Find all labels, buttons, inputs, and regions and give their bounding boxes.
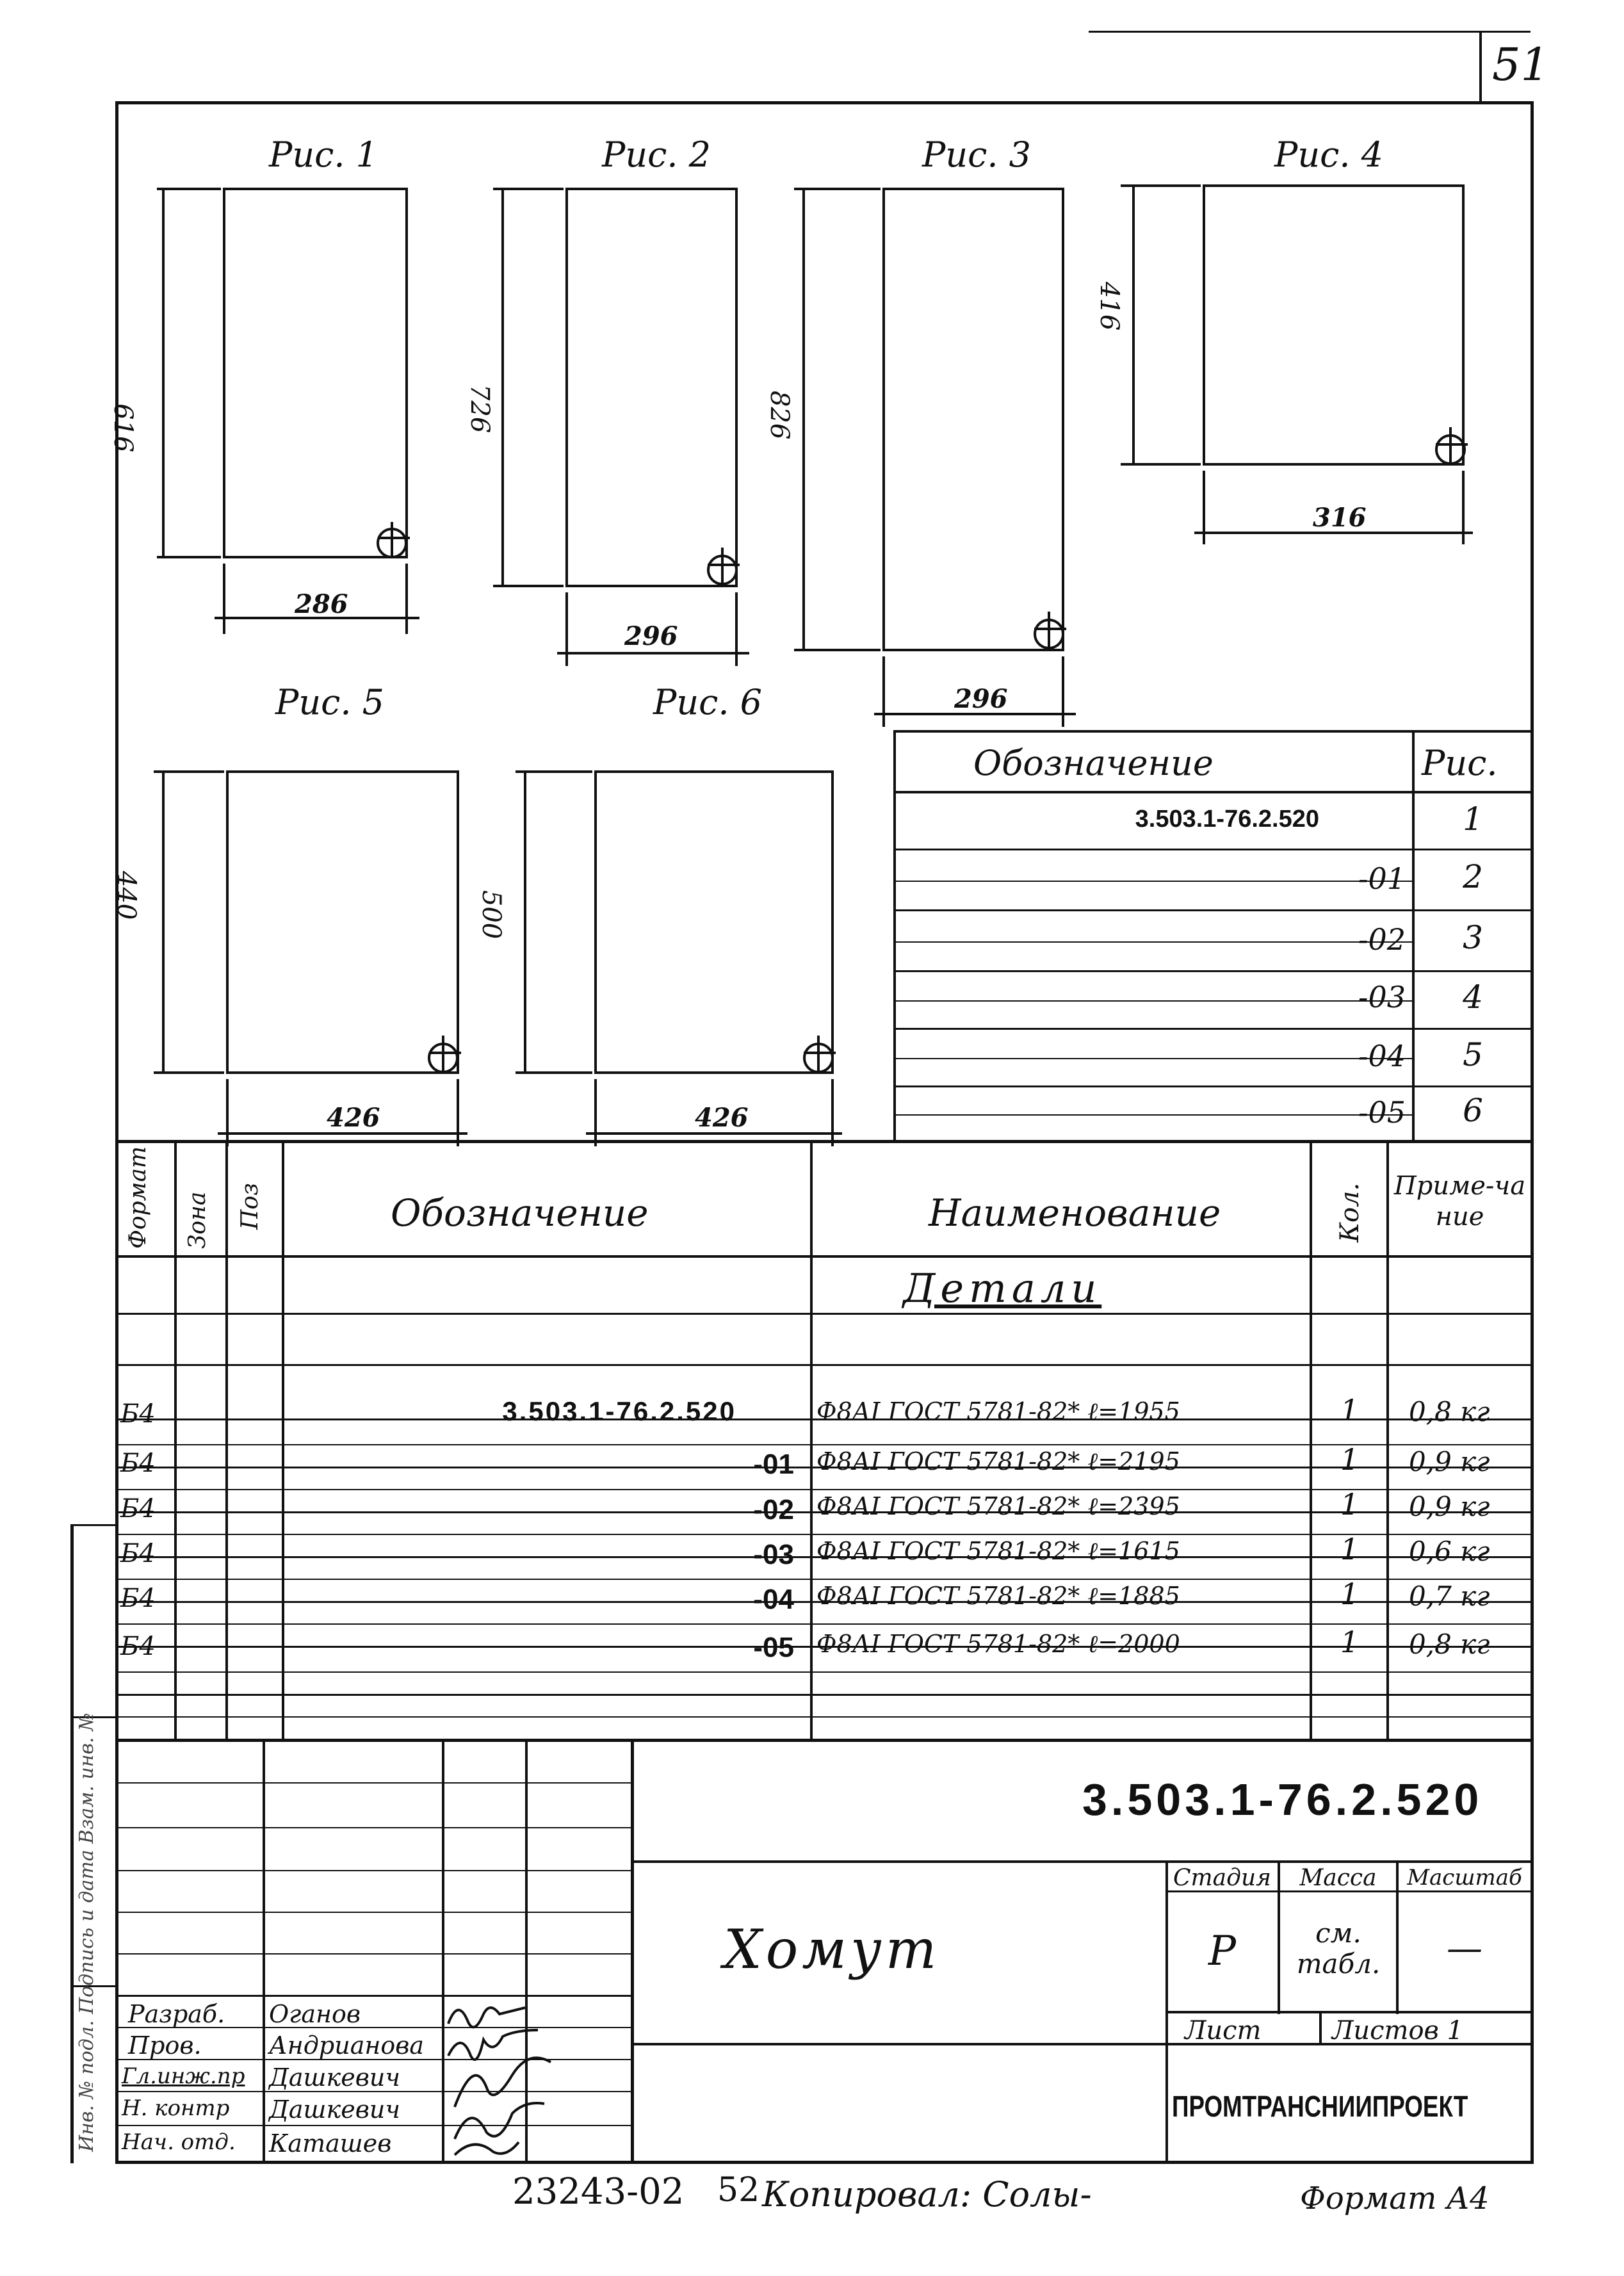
spec-row-note: 0,7 кг <box>1409 1581 1490 1612</box>
frame-bottom <box>115 2161 1534 2164</box>
ref-row-designation: -05 <box>1358 1095 1406 1130</box>
spec-row-note: 0,8 кг <box>1409 1396 1490 1427</box>
ref-row-fig: 3 <box>1463 919 1483 956</box>
staff-name: Каташев <box>269 2129 392 2158</box>
spec-header-format: Формат <box>125 1146 151 1249</box>
spec-row-note: 0,9 кг <box>1409 1446 1490 1477</box>
spec-row-name: Ф8АI ГОСТ 5781-82* ℓ=2395 <box>816 1492 1180 1520</box>
fig5-label: Рис. 5 <box>275 682 385 722</box>
stage-label: Стадия <box>1173 1865 1271 1891</box>
ref-row-designation: 3.503.1-76.2.520 <box>1135 806 1319 833</box>
mass-label: Масса <box>1299 1865 1377 1891</box>
signatures <box>442 1985 634 2165</box>
fig3-label: Рис. 3 <box>922 134 1032 175</box>
sheet-number: 51 <box>1492 38 1550 91</box>
spec-row-qty: 1 <box>1340 1625 1360 1659</box>
spec-row-format: Б4 <box>120 1632 156 1661</box>
staff-name: Дашкевич <box>269 2063 400 2092</box>
sheet-label: Лист <box>1185 2016 1262 2045</box>
spec-row-qty: 1 <box>1340 1577 1360 1611</box>
spec-row-note: 0,8 кг <box>1409 1629 1490 1660</box>
fig1-width: 286 <box>295 589 348 619</box>
spec-header-pos: Поз <box>237 1183 263 1230</box>
ref-row-designation: -03 <box>1358 980 1406 1014</box>
fig4-width: 316 <box>1313 503 1367 533</box>
spec-row-format: Б4 <box>120 1399 156 1429</box>
spec-row-designation: -01 <box>753 1449 794 1480</box>
staff-name: Андрианова <box>269 2031 425 2060</box>
spec-header-qty: Кол. <box>1335 1182 1365 1242</box>
fig2-height: 726 <box>465 384 494 434</box>
ref-row-designation: -01 <box>1358 861 1406 896</box>
spec-row-name: Ф8АI ГОСТ 5781-82* ℓ=1885 <box>816 1582 1180 1610</box>
spec-header-name: Наименование <box>929 1191 1221 1235</box>
spec-section-details: Детали <box>903 1265 1102 1312</box>
ref-row-fig: 6 <box>1463 1092 1483 1129</box>
spec-row-format: Б4 <box>120 1584 156 1613</box>
fig3-height: 826 <box>765 391 794 440</box>
staff-role: Пров. <box>128 2031 202 2060</box>
fig4-outline <box>1204 186 1463 464</box>
fig5-outline <box>227 772 458 1073</box>
spec-row-qty: 1 <box>1340 1532 1360 1566</box>
mass-value: см. табл. <box>1296 1917 1381 1979</box>
footer-copied: Копировал: Солы- <box>762 2174 1092 2215</box>
footer-page: 52 <box>717 2171 760 2209</box>
ref-header-fig: Рис. <box>1422 743 1498 783</box>
spec-row-format: Б4 <box>120 1494 156 1524</box>
footer-format: Формат А4 <box>1300 2181 1490 2216</box>
document-code: 3.503.1-76.2.520 <box>1082 1775 1483 1825</box>
ref-header-designation: Обозначение <box>973 743 1214 783</box>
fig3-width: 296 <box>954 684 1008 714</box>
spec-row-qty: 1 <box>1340 1487 1360 1522</box>
ref-row-designation: -04 <box>1358 1039 1406 1073</box>
spec-row-name: Ф8АI ГОСТ 5781-82* ℓ=1615 <box>816 1537 1180 1565</box>
ref-row-designation: -02 <box>1358 922 1406 957</box>
fig1-height: 616 <box>108 403 138 453</box>
spec-row-designation: -04 <box>753 1584 794 1615</box>
ref-row-fig: 2 <box>1463 858 1483 895</box>
spec-row-name: Ф8АI ГОСТ 5781-82* ℓ=2195 <box>816 1447 1180 1475</box>
spec-row-name: Ф8АI ГОСТ 5781-82* ℓ=1955 <box>816 1397 1180 1426</box>
spec-header-designation: Обозначение <box>391 1191 649 1235</box>
spec-row-note: 0,6 кг <box>1409 1536 1490 1567</box>
footer-number: 23243-02 <box>512 2171 685 2213</box>
spec-row-format: Б4 <box>120 1449 156 1478</box>
spec-row-designation: -02 <box>753 1494 794 1525</box>
stage-value: Р <box>1208 1928 1237 1975</box>
side-margin-text: Инв. № подл. Подпись и дата Взам. инв. № <box>76 1712 98 2152</box>
spec-row-qty: 1 <box>1340 1393 1360 1427</box>
spec-row-designation: -03 <box>753 1539 794 1570</box>
spec-header-zone: Зона <box>184 1191 211 1249</box>
spec-row-designation: -05 <box>753 1632 794 1663</box>
drawing-title: Хомут <box>724 1918 941 1981</box>
fig2-outline <box>567 189 736 586</box>
sheets-label: Листов 1 <box>1332 2016 1463 2045</box>
ref-row-fig: 4 <box>1463 979 1483 1016</box>
staff-role: Разраб. <box>128 2000 225 2028</box>
staff-name: Оганов <box>269 2000 361 2028</box>
fig2-label: Рис. 2 <box>602 134 711 175</box>
scale-label: Масштаб <box>1407 1865 1522 1890</box>
fig4-height: 416 <box>1094 282 1124 331</box>
fig6-label: Рис. 6 <box>653 682 763 722</box>
ref-row-fig: 5 <box>1463 1036 1483 1073</box>
spec-row-format: Б4 <box>120 1539 156 1568</box>
scale-value: — <box>1447 1928 1482 1969</box>
spec-row-designation: 3.503.1-76.2.520 <box>502 1396 736 1426</box>
fig3-outline <box>884 189 1063 650</box>
fig5-height: 440 <box>111 871 141 920</box>
fig2-width: 296 <box>624 621 678 651</box>
staff-role: Нач. отд. <box>122 2129 236 2155</box>
fig6-outline <box>596 772 832 1073</box>
fig1-label: Рис. 1 <box>269 134 378 175</box>
spec-row-qty: 1 <box>1340 1442 1360 1477</box>
fig5-width: 426 <box>327 1103 380 1133</box>
fig6-width: 426 <box>695 1103 749 1133</box>
spec-header-note: Приме-чание <box>1393 1171 1526 1231</box>
ref-row-fig: 1 <box>1463 801 1483 838</box>
organization: ПРОМТРАНСНИИПРОЕКТ <box>1172 2090 1468 2123</box>
fig6-height: 500 <box>476 890 506 939</box>
fig4-label: Рис. 4 <box>1274 134 1384 175</box>
staff-role: Гл.инж.пр <box>122 2063 245 2089</box>
spec-row-note: 0,9 кг <box>1409 1491 1490 1522</box>
staff-role: Н. контр <box>122 2095 230 2121</box>
staff-name: Дашкевич <box>269 2095 400 2124</box>
fig1-outline <box>224 189 407 557</box>
spec-row-name: Ф8АI ГОСТ 5781-82* ℓ=2000 <box>816 1630 1180 1658</box>
